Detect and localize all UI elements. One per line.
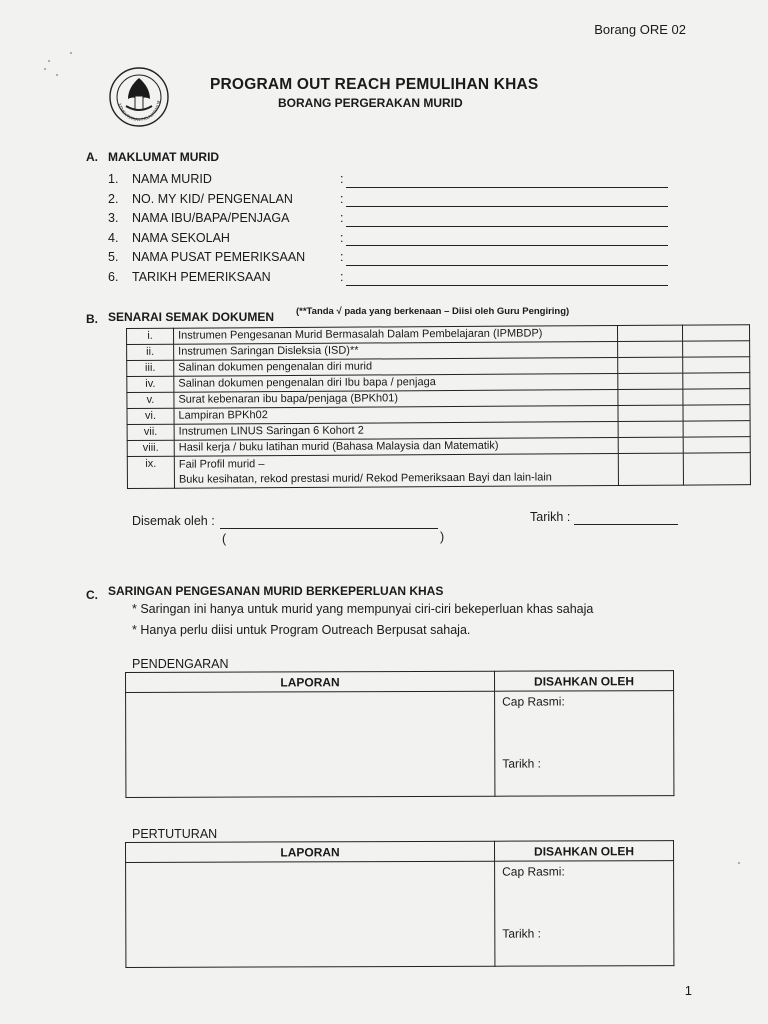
item-number: vi. (127, 408, 174, 424)
laporan-field[interactable] (126, 861, 495, 967)
document-checklist (126, 328, 750, 489)
checkbox-cell[interactable] (618, 405, 683, 421)
item-number: iii. (127, 360, 174, 376)
item-description: Instrumen Saringan Disleksia (ISD)** (174, 341, 618, 360)
field-label: NAMA SEKOLAH (132, 230, 230, 245)
tarikh-pemeriksaan-input-line[interactable] (346, 285, 668, 286)
item-description: Salinan dokumen pengenalan diri murid (174, 357, 618, 376)
laporan-field[interactable] (126, 691, 495, 797)
item-description: Salinan dokumen pengenalan diri Ibu bapa / penjaga (174, 373, 618, 392)
field-nama-murid (108, 172, 668, 192)
pertuturan-label: PERTUTURAN (132, 827, 218, 841)
ministry-of-education-logo-icon (108, 66, 170, 128)
table-row (127, 453, 750, 489)
remarks-cell[interactable] (683, 405, 750, 421)
item-description: Instrumen Pengesanan Murid Bermasalah Dalam Pembelajaran (IPMBDP) (174, 325, 618, 344)
scan-speck (738, 862, 740, 864)
item-description (174, 453, 618, 488)
scan-speck (56, 74, 58, 76)
item-description: Lampiran BPKh02 (174, 405, 618, 424)
checkbox-cell[interactable] (618, 341, 683, 357)
section-c-title: SARINGAN PENGESANAN MURID BERKEPERLUAN KHAS (108, 584, 444, 598)
remarks-cell[interactable] (683, 421, 750, 437)
section-c-letter: C. (86, 588, 98, 602)
tarikh-label: Tarikh : (530, 510, 571, 524)
field-nama-sekolah (108, 231, 668, 251)
field-colon: : (340, 250, 344, 265)
checkbox-cell[interactable] (618, 373, 683, 389)
field-colon: : (340, 191, 344, 206)
name-paren-close: ) (440, 530, 445, 544)
page-title: PROGRAM OUT REACH PEMULIHAN KHAS (210, 76, 539, 93)
item-description: Instrumen LINUS Saringan 6 Kohort 2 (174, 421, 618, 440)
item-number: iv. (127, 376, 174, 392)
item-number: ix. (127, 456, 174, 488)
field-label: NO. MY KID/ PENGENALAN (132, 191, 293, 206)
report-table (125, 670, 674, 798)
remarks-cell[interactable] (683, 453, 750, 485)
remarks-cell[interactable] (683, 341, 750, 357)
field-colon: : (340, 211, 344, 226)
field-number: 4. (108, 230, 119, 245)
report-table (125, 840, 674, 968)
field-no-mykid (108, 192, 668, 212)
page-number: 1 (684, 983, 692, 998)
nama-penjaga-input-line[interactable] (346, 226, 668, 227)
checkbox-cell[interactable] (617, 325, 682, 341)
nama-sekolah-input-line[interactable] (346, 245, 668, 246)
item-number: vii. (127, 424, 174, 440)
section-c-note: * Saringan ini hanya untuk murid yang mempunyai ciri-ciri bekeperluan khas sahaja (132, 602, 594, 616)
section-a-title: MAKLUMAT MURID (108, 150, 220, 164)
student-info-fields (108, 172, 668, 290)
remarks-cell[interactable] (682, 325, 749, 341)
table-header-row (126, 671, 674, 693)
item-description-line1: Fail Profil murid – (178, 457, 265, 471)
item-number: v. (127, 392, 174, 408)
checkbox-cell[interactable] (618, 453, 683, 485)
item-description: Surat kebenaran ibu bapa/penjaga (BPKh01) (174, 389, 618, 408)
checkbox-cell[interactable] (618, 421, 683, 437)
disahkan-oleh-header: DISAHKAN OLEH (494, 671, 673, 692)
item-number: i. (127, 328, 174, 344)
field-label: NAMA IBU/BAPA/PENJAGA (132, 211, 290, 226)
disahkan-oleh-field[interactable] (495, 691, 674, 797)
field-pusat-pemeriksaan (108, 250, 668, 270)
pertuturan-table (125, 842, 674, 968)
remarks-cell[interactable] (683, 357, 750, 373)
checklist-table (126, 324, 751, 489)
logo-caption: KEMENTERIAN PELAJARAN M (117, 100, 162, 123)
pendengaran-table (125, 672, 674, 798)
field-label: TARIKH PEMERIKSAAN (132, 269, 271, 284)
tarikh-input-line[interactable] (574, 510, 678, 525)
item-number: ii. (127, 344, 174, 360)
table-row (126, 691, 674, 798)
remarks-cell[interactable] (683, 389, 750, 405)
field-tarikh-pemeriksaan (108, 270, 668, 290)
section-c-note: * Hanya perlu diisi untuk Program Outreach Berpusat sahaja. (132, 623, 471, 637)
tarikh-label: Tarikh : (502, 926, 542, 941)
field-label: NAMA PUSAT PEMERIKSAAN (132, 250, 306, 265)
field-number: 5. (108, 250, 119, 265)
section-b-title: SENARAI SEMAK DOKUMEN (108, 310, 275, 324)
page-subtitle: BORANG PERGERAKAN MURID (278, 96, 463, 110)
field-colon: : (340, 172, 344, 186)
item-description-line2: Buku kesihatan, rekod prestasi murid/ Rekod Pemeriksaan Bayi dan lain-lain (178, 470, 552, 486)
field-nama-penjaga (108, 211, 668, 231)
no-mykid-input-line[interactable] (346, 206, 668, 207)
disahkan-oleh-field[interactable] (495, 861, 674, 967)
scan-speck (44, 68, 46, 70)
section-a-letter: A. (86, 150, 98, 164)
checkbox-cell[interactable] (618, 389, 683, 405)
disemak-oleh-signature-line[interactable] (220, 514, 438, 529)
tarikh-label: Tarikh : (502, 756, 542, 771)
remarks-cell[interactable] (683, 373, 750, 389)
scan-speck (48, 60, 50, 62)
disemak-oleh-row (132, 514, 438, 529)
section-b-letter: B. (86, 312, 98, 326)
cap-rasmi-label: Cap Rasmi: (502, 864, 565, 879)
scan-speck (70, 52, 72, 54)
remarks-cell[interactable] (683, 437, 750, 453)
cap-rasmi-label: Cap Rasmi: (502, 694, 565, 709)
disemak-oleh-label: Disemak oleh : (132, 514, 215, 528)
field-colon: : (340, 230, 344, 245)
field-number: 3. (108, 211, 119, 226)
item-description: Hasil kerja / buku latihan murid (Bahasa Malaysia dan Matematik) (174, 437, 618, 456)
checkbox-cell[interactable] (618, 437, 683, 453)
table-row (126, 861, 674, 968)
laporan-header: LAPORAN (126, 841, 495, 862)
disahkan-oleh-header: DISAHKAN OLEH (494, 841, 673, 862)
tarikh-row (530, 510, 678, 525)
field-colon: : (340, 269, 344, 284)
pendengaran-label: PENDENGARAN (132, 657, 229, 671)
section-b-note: (**Tanda √ pada yang berkenaan – Diisi oleh Guru Pengiring) (296, 306, 570, 317)
nama-murid-input-line[interactable] (346, 187, 668, 188)
laporan-header: LAPORAN (126, 671, 495, 692)
name-paren-open: ( (222, 532, 227, 546)
field-number: 1. (108, 172, 119, 186)
field-label: NAMA MURID (132, 172, 212, 186)
field-number: 6. (108, 269, 119, 284)
table-header-row (126, 841, 674, 863)
item-number: viii. (127, 440, 174, 456)
field-number: 2. (108, 191, 119, 206)
form-code: Borang ORE 02 (594, 22, 686, 37)
checkbox-cell[interactable] (618, 357, 683, 373)
pusat-pemeriksaan-input-line[interactable] (346, 265, 668, 266)
